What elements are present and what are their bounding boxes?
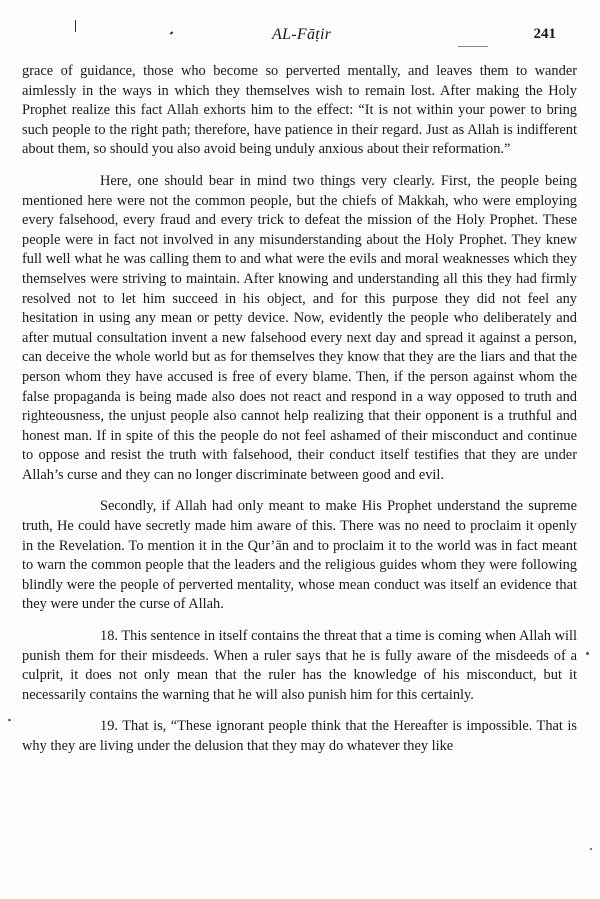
paragraph: Secondly, if Allah had only meant to make His Prophet understand the supreme truth, He could have secretly made him aware of this. There was no need to proclaim it openly in the Revelation. To mention it in the Qur’ān and to proclaim it to the world was in fact meant to warn the common people that the leaders and the religious guides whom they were following blindly were the people of perverted mentality, whose mean conduct was itself an evidence that they were under the curse of Allah. <box>22 498 577 613</box>
paragraph: grace of guidance, those who become so perverted mentally, and leaves them to wander aimlessly in the ways in which they themselves wish to remain lost. After making the Holy Prophet realize this fact Allah exhorts him to the effect: “It is not within your power to bring such people to the right path; therefore, have patience in their regard. Just as Allah is indifferent about them, so should you also avoid being unduly anxious about their reformation.” <box>22 63 577 158</box>
footnote-18: 18. This sentence in itself contains the threat that a time is coming when Allah will punish them for their misdeeds. When a ruler says that he is fully aware of the misdeeds of a culprit, it does not only mean that the ruler has the knowledge of his misconduct, but it necessarily contains the warning that he will also punish him for this certainly. <box>22 628 577 703</box>
paragraph: Here, one should bear in mind two things very clearly. First, the people being mentioned here were not the common people, but the chiefs of Makkah, who were employing every falsehood, every fraud and every trick to defeat the mission of the Holy Prophet. These people were in fact not involved in any misunderstanding about the Holy Prophet. They knew full well what he was calling them to and what were the evils and moral weaknesses which they themselves were striving to maintain. After knowing and understanding all this they had firmly resolved not to let him succeed in his object, and for this purpose they did not feel any hesitation in using any mean or petty device. Now, evidently the people who deliberately and after mutual consultation invent a new falsehood every next day and spread it against a person, can deceive the whole world but as for themselves they know that they are the liars and that the person whom they have accused is free of every blame. Then, if the person against whom the false propaganda is being made also does not react and respond in a way opposed to truth and righteousness, the unjust people also cannot help realizing that their opponent is a truthful and honest man. If in spite of this the people do not feel ashamed of their misconduct and continue to oppose and resist the truth with falsehood, their conduct itself testifies that they are under Allah’s curse and they can no longer discriminate between good and evil. <box>22 172 577 483</box>
scan-mark <box>458 46 488 47</box>
scan-mark <box>170 31 174 34</box>
scan-speck <box>590 848 592 850</box>
body-text <box>22 62 577 757</box>
scan-mark <box>75 20 76 32</box>
footnote-19: 19. That is, “These ignorant people think that the Hereafter is impossible. That is why they are living under the delusion that they may do whatever they like <box>22 718 577 754</box>
running-title: AL-Fāṭir <box>272 26 332 43</box>
page-header <box>0 26 600 50</box>
scan-speck <box>8 719 11 721</box>
page-number: 241 <box>533 26 556 42</box>
scan-speck <box>586 652 589 655</box>
